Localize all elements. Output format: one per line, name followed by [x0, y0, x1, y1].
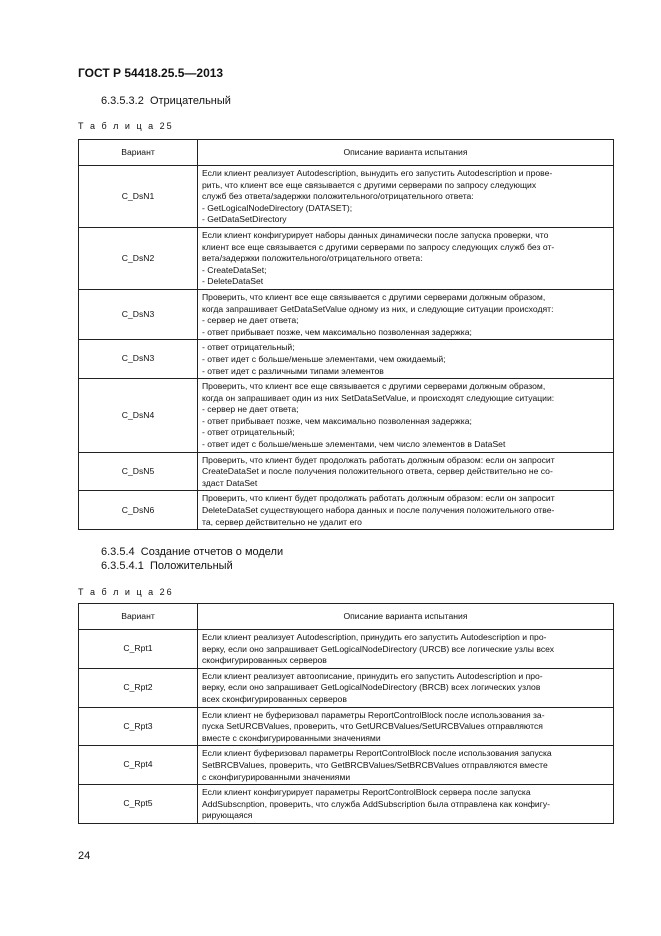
description-line: Проверить, что клиент все еще связывается с другими серверами должным образом,: [202, 291, 546, 302]
description-line: - ответ отрицательный;: [202, 427, 295, 438]
table-26: [78, 603, 614, 824]
description-line: Если клиент буферизовал параметры ReportControlBlock после использования запуска: [202, 748, 552, 759]
column-header-description: Описание варианта испытания: [198, 140, 614, 166]
variant-cell: C_DsN3: [79, 289, 198, 339]
description-line: - CreateDataSet;: [202, 264, 267, 275]
description-line: когда он запрашивает один из них SetDataSetValue, и происходят следующие ситуации:: [202, 392, 555, 403]
description-line: DeleteDataSet существующего набора данных и после получения положительного отве-: [202, 505, 555, 516]
description-line: с сконфигурированными значениями: [202, 771, 351, 782]
section-heading-6-3-5-4: [101, 546, 283, 558]
column-header-variant: Вариант: [79, 604, 198, 630]
table-25-label: Т а б л и ц а 25: [78, 121, 174, 131]
description-line: верку, если оно запрашивает GetLogicalNodeDirectory (URCB) все логические узлы всех: [202, 643, 555, 654]
variant-cell: C_DsN5: [79, 452, 198, 491]
description-line: служб без ответа/задержки положительного/отрицательного ответа:: [202, 191, 474, 202]
variant-cell: C_Rpt2: [79, 668, 198, 707]
description-line: клиент все еще связывается с другими серверами по запросу следующих служб без от-: [202, 241, 555, 252]
description-line: верку, если оно запрашивает GetLogicalNodeDirectory (BRCB) всех логических узлов: [202, 682, 541, 693]
description-line: AddSubscnption, проверить, что служба AddSubscription была отправлена как конфигу-: [202, 798, 551, 809]
table-row: [79, 289, 614, 339]
description-line: Проверить, что клиент будет продолжать работать должным образом: если он запросит: [202, 493, 555, 504]
description-line: - ответ идет с различными типами элементов: [202, 365, 384, 376]
section-title: Отрицательный: [149, 95, 231, 107]
description-line: здаст DataSet: [202, 477, 258, 488]
description-line: Если клиент не буферизовал параметры ReportControlBlock после использования за-: [202, 709, 545, 720]
description-line: Если клиент конфигурирует параметры ReportControlBlock сервера после запуска: [202, 787, 531, 798]
section-title: Создание отчетов о модели: [140, 546, 284, 558]
description-line: - GetDataSetDirectory: [202, 214, 287, 225]
description-cell: [198, 452, 614, 491]
variant-cell: C_DsN4: [79, 379, 198, 453]
document-header: ГОСТ Р 54418.25.5—2013: [78, 66, 224, 80]
description-line: Если клиент конфигурирует наборы данных динамически после запуска проверки, что: [202, 229, 549, 240]
section-number: 6.3.5.4: [101, 546, 135, 558]
description-line: сконфигурированных серверов: [202, 655, 327, 666]
description-cell: [198, 630, 614, 669]
description-line: - ответ идет с больше/меньше элементами, чем число элементов в DataSet: [202, 439, 506, 450]
description-cell: [198, 668, 614, 707]
column-header-variant: Вариант: [79, 140, 198, 166]
table-row: [79, 785, 614, 824]
description-line: - DeleteDataSet: [202, 276, 264, 287]
section-number: 6.3.5.4.1: [101, 560, 144, 572]
description-line: - ответ прибывает позже, чем максимально позволенная задержка;: [202, 415, 472, 426]
table-25: [78, 139, 614, 530]
description-cell: [198, 491, 614, 530]
table-row: [79, 746, 614, 785]
description-cell: [198, 707, 614, 746]
table-row: [79, 491, 614, 530]
table-row: [79, 630, 614, 669]
table-26-label: Т а б л и ц а 26: [78, 587, 174, 597]
description-line: - ответ идет с больше/меньше элементами, чем ожидаемый;: [202, 353, 446, 364]
description-line: Если клиент реализует автоописание, принудить его запустить Autodescription и про-: [202, 670, 543, 681]
variant-cell: C_DsN6: [79, 491, 198, 530]
description-cell: [198, 289, 614, 339]
description-cell: [198, 379, 614, 453]
description-line: - GetLogicalNodeDirectory (DATASET);: [202, 202, 353, 213]
description-line: - ответ прибывает позже, чем максимально позволенная задержка;: [202, 326, 472, 337]
description-line: рить, что клиент все еще связывается с другими серверами по запросу следующих: [202, 179, 537, 190]
column-header-description: Описание варианта испытания: [198, 604, 614, 630]
description-cell: [198, 746, 614, 785]
variant-cell: C_Rpt3: [79, 707, 198, 746]
description-line: та, сервер действительно не удалит его: [202, 516, 362, 527]
description-line: Проверить, что клиент будет продолжать работать должным образом: если он запросит: [202, 454, 555, 465]
description-line: всех сконфигурированных серверов: [202, 693, 347, 704]
table-row: [79, 166, 614, 228]
section-heading-6-3-5-3-2: [101, 95, 231, 107]
section-title: Положительный: [149, 560, 233, 572]
description-line: - сервер не дает ответа;: [202, 315, 299, 326]
variant-cell: C_Rpt4: [79, 746, 198, 785]
description-cell: [198, 166, 614, 228]
section-number: 6.3.5.3.2: [101, 95, 144, 107]
description-line: Проверить, что клиент все еще связывается с другими серверами должным образом,: [202, 381, 546, 392]
description-line: - сервер не дает ответа;: [202, 404, 299, 415]
variant-cell: C_DsN1: [79, 166, 198, 228]
table-row: [79, 452, 614, 491]
page-number: 24: [78, 850, 91, 862]
variant-cell: C_Rpt5: [79, 785, 198, 824]
description-line: Если клиент реализует Autodescription, принудить его запустить Autodescription и про-: [202, 632, 547, 642]
table-row: [79, 227, 614, 289]
description-line: Если клиент реализует Autodescription, вынудить его запустить Autodescription и прове-: [202, 168, 553, 178]
description-line: вместе с сконфигурированными значениями: [202, 732, 381, 743]
section-heading-6-3-5-4-1: [101, 560, 233, 572]
variant-cell: C_Rpt1: [79, 630, 198, 669]
description-line: CreateDataSet и после получения положительного ответа, сервер действительно не со-: [202, 466, 553, 477]
description-cell: [198, 340, 614, 379]
variant-cell: C_DsN2: [79, 227, 198, 289]
description-line: SetBRCBValues, проверить, что GetBRCBValues/SetBRCBValues отправляются вместе: [202, 759, 548, 770]
table-row: [79, 668, 614, 707]
description-line: пуска SetURCBValues, проверить, что GetURCBValues/SetURCBValues отправляются: [202, 721, 543, 732]
table-row: [79, 707, 614, 746]
description-line: вета/задержки положительного/отрицательного ответа:: [202, 253, 423, 264]
description-line: рирующаяся: [202, 810, 253, 821]
description-line: когда запрашивает GetDataSetValue одному из них, и следующие ситуации происходят:: [202, 303, 554, 314]
description-cell: [198, 227, 614, 289]
description-line: - ответ отрицательный;: [202, 342, 295, 353]
variant-cell: C_DsN3: [79, 340, 198, 379]
table-row: [79, 340, 614, 379]
table-row: [79, 379, 614, 453]
description-cell: [198, 785, 614, 824]
